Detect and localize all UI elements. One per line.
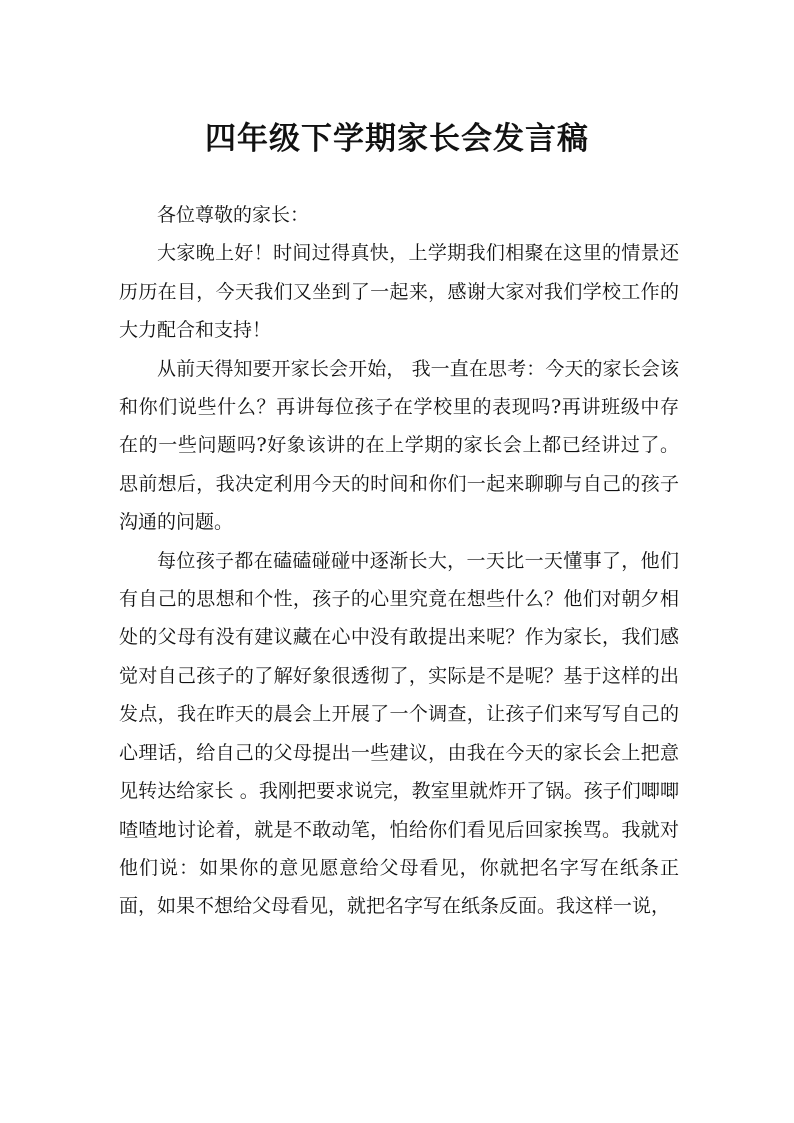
greeting-line: 各位尊敬的家长： [157,204,310,226]
document-body [119,196,679,926]
paragraph-2: 从前天得知要开家长会开始， 我一直在思考：今天的家长会该和你们说些什么？再讲每位孩子在学校里的表现吗?再讲班级中存在的一些问题吗?好象该讲的在上学期的家长会上都已经讲过了。思前想后，我决定利用今天的时间和你们一起来聊聊与自己的孩子沟通的问题。 [119,357,679,534]
document-title: 四年级下学期家长会发言稿 [205,120,589,157]
paragraph-3: 每位孩子都在磕磕碰碰中逐渐长大，一天比一天懂事了，他们有自己的思想和个性，孩子的心里究竟在想些什么？他们对朝夕相处的父母有没有建议藏在心中没有敢提出来呢？作为家长，我们感觉对自己孩子的了解好象很透彻了，实际是不是呢？基于这样的出发点，我在昨天的晨会上开展了一个调查，让孩子们来写写自己的心理话，给自己的父母提出一些建议，由我在今天的家长会上把意见转达给家长 。我刚把要求说完，教室里就炸开了锅。孩子们唧唧喳喳地讨论着，就是不敢动笔，怕给你们看见后回家挨骂。我就对他们说：如果你的意见愿意给父母看见，你就把名字写在纸条正面，如果不想给父母看见，就把名字写在纸条反面。我这样一说， [119,549,679,918]
paragraph-1: 大家晚上好！时间过得真快，上学期我们相聚在这里的情景还历历在目，今天我们又坐到了一起来，感谢大家对我们学校工作的大力配合和支持！ [119,242,679,342]
